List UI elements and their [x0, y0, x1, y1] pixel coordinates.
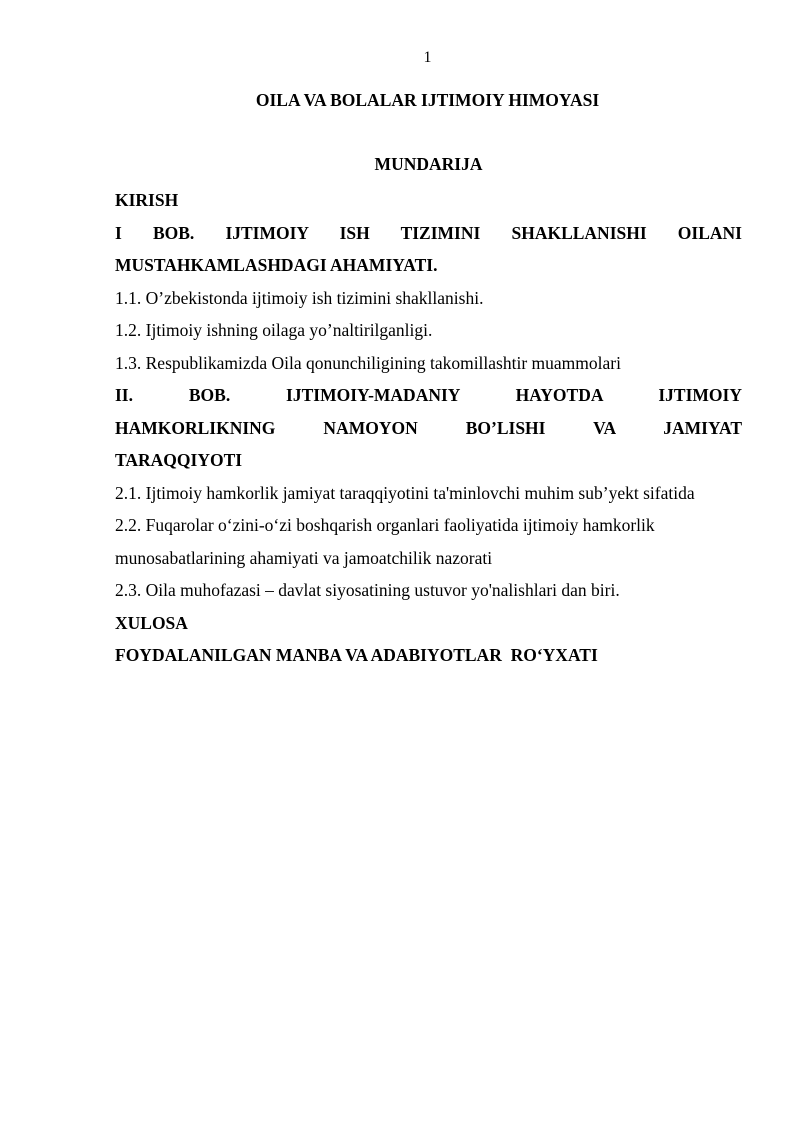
- toc-intro: KIRISH: [115, 190, 179, 210]
- toc-section-2-1: 2.1. Ijtimoiy hamkorlik jamiyat taraqqiyotini ta'minlovchi muhim sub’yekt sifatida: [115, 482, 695, 503]
- document-title: OILA VA BOLALAR IJTIMOIY HIMOYASI: [255, 90, 600, 110]
- toc-conclusion: XULOSA: [115, 612, 188, 633]
- page-number: 1: [423, 49, 432, 66]
- toc-section-2-2-line1: 2.2. Fuqarolar o‘zini-o‘zi boshqarish organlari faoliyatida ijtimoiy hamkorlik: [115, 515, 655, 535]
- toc-section-1-1: 1.1. O’zbekistonda ijtimoiy ish tizimini shakllanishi.: [115, 287, 484, 308]
- toc-chapter2-title-line1: II. BOB. IJTIMOIY-MADANIY HAYOTDA IJTIMOIY: [115, 385, 742, 405]
- toc-chapter2-title-line3: TARAQQIYOTI: [115, 450, 243, 470]
- toc-references: FOYDALANILGAN MANBA VA ADABIYOTLAR RO‘YXATI: [115, 645, 598, 665]
- toc-heading: MUNDARIJA: [374, 154, 483, 174]
- table-of-contents: [115, 184, 742, 672]
- toc-chapter2-title-line2: HAMKORLIKNING NAMOYON BO’LISHI VA JAMIYAT: [115, 417, 742, 438]
- toc-section-1-2: 1.2. Ijtimoiy ishning oilaga yo’naltirilganligi.: [115, 320, 433, 340]
- toc-chapter1-title-line2: MUSTAHKAMLASHDAGI AHAMIYATI.: [115, 255, 438, 275]
- toc-section-2-2-line2: munosabatlarining ahamiyati va jamoatchilik nazorati: [115, 547, 493, 568]
- toc-section-1-3: 1.3. Respublikamizda Oila qonunchiligining takomillashtir muammolari: [115, 352, 621, 373]
- toc-section-2-3: 2.3. Oila muhofazasi – davlat siyosatining ustuvor yo'nalishlari dan biri.: [115, 580, 620, 600]
- toc-chapter1-title-line1: I BOB. IJTIMOIY ISH TIZIMINI SHAKLLANISHI OILANI: [115, 222, 742, 243]
